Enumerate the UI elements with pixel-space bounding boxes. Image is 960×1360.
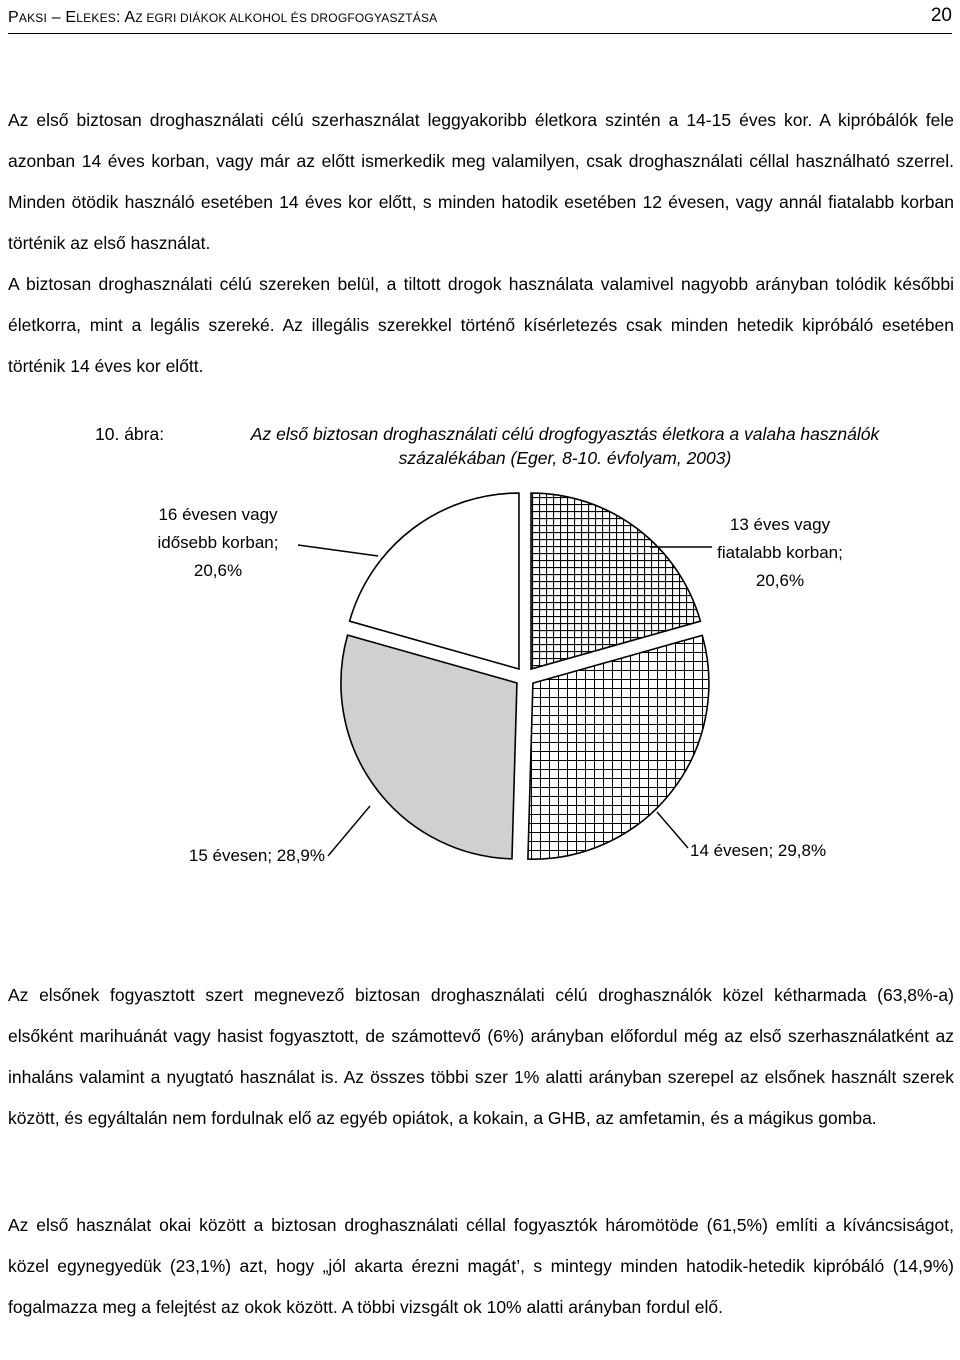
- running-head-part: : A: [116, 9, 136, 26]
- pie-label-line: idősebb korban;: [157, 533, 279, 552]
- leader-line-16-or-older: [298, 545, 378, 556]
- pie-label-line: 20,6%: [193, 561, 243, 580]
- figure-caption: [95, 422, 950, 470]
- figure-title-line-1: Az első biztosan droghasználati célú drogfogyasztás életkora a valaha használók: [250, 424, 880, 444]
- running-head-part: LEKES: [76, 11, 116, 25]
- pie-label-line: 20,6%: [755, 571, 805, 590]
- pie-slice-14: [528, 635, 709, 859]
- page-header: [8, 0, 952, 34]
- pie-slice-15: [341, 635, 517, 859]
- paragraph-first-use-reasons: Az első használat okai között a biztosan droghasználati céllal fogyasztók háromötöde (61,5%) említi a kíváncsiságot, közel egynegyedük (23,1%) azt, hogy „jól akarta érezni magát’, s mintegy minden hatodik-hetedik kipróbáló (14,9%) fogalmazza meg a felejtést az okok között. A többi vizsgált ok 10% alatti arányban fordul elő.: [8, 1215, 954, 1317]
- running-head-part: P: [8, 9, 19, 26]
- running-head: [8, 9, 437, 27]
- pie-label-13-or-younger: [717, 515, 843, 590]
- running-head-part: AKSI: [18, 11, 48, 25]
- figure-title-line-2: százalékában (Eger, 8-10. évfolyam, 2003): [398, 448, 732, 468]
- pie-label-line: 13 éves vagy: [729, 515, 831, 534]
- pie-label-14: [690, 841, 826, 860]
- pie-slices: [341, 493, 709, 859]
- figure-number: 10. ábra:: [95, 424, 165, 444]
- pie-chart: [0, 490, 960, 890]
- leader-line-14: [657, 812, 688, 848]
- running-head-part: – E: [47, 9, 77, 26]
- paragraph-illegal-drugs: A biztosan droghasználati célú szereken belül, a tiltott drogok használata valamivel nagyobb arányban tolódik későbbi életkorra, mint a legális szereké. Az illegális szerekkel történő kísérletezés csak minden hetedik kipróbáló esetében történik 14 éves kor előtt.: [8, 274, 954, 376]
- running-head-part: Z EGRI DIÁKOK ALKOHOL ÉS DROGFOGYASZTÁSA: [135, 11, 438, 25]
- pie-label-line: 15 évesen; 28,9%: [188, 846, 325, 865]
- pie-label-line: 16 évesen vagy: [158, 505, 278, 524]
- leader-line-15: [328, 806, 370, 856]
- figure-title: [205, 422, 925, 470]
- pie-label-line: fiatalabb korban;: [717, 543, 843, 562]
- paragraph-first-use-age: Az első biztosan droghasználati célú szerhasználat leggyakoribb életkora szintén a 14-15 éves kor. A kipróbálók fele azonban 14 éves korban, vagy már az előtt ismerkedik meg valamilyen, csak droghasználati céllal használható szerrel. Minden ötödik használó esetében 14 éves kor előtt, s minden hatodik esetében 12 évesen, vagy annál fiatalabb korban történik az első használat.: [8, 110, 954, 253]
- pie-label-line: 14 évesen; 29,8%: [690, 841, 827, 860]
- paragraph-first-substance: Az elsőnek fogyasztott szert megnevező biztosan droghasználati célú droghasználók közel kétharmada (63,8%-a) elsőként marihuánát vagy hasist fogyasztott, de számottevő (6%) arányban előfordul még az első szerhasználatként az inhaláns valamint a nyugtató használat is. Az összes többi szer 1% alatti arányban szerepel az elsőnek használt szerek között, és egyáltalán nem fordulnak elő az egyéb opiátok, a kokain, a GHB, az amfetamin, és a mágikus gomba.: [8, 985, 954, 1128]
- pie-label-16-or-older: [158, 505, 279, 580]
- pie-label-15: [189, 846, 325, 865]
- page-number: 20: [930, 5, 952, 26]
